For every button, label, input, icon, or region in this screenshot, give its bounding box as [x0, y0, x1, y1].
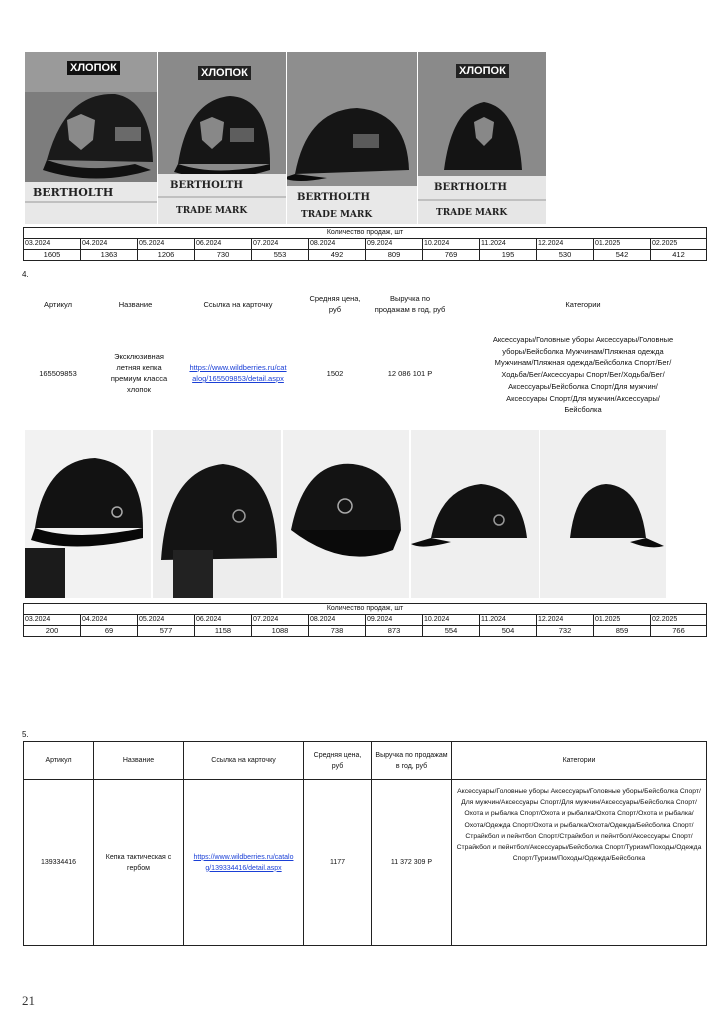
product-photo-2: [158, 52, 286, 224]
row-link-cell: [188, 343, 288, 403]
row-categories: Аксессуары/Головные уборы Аксессуары/Головные уборы/Бейсболка Мужчинам/Пляжная одежда Мужчинам/Пляжная одежда/Бейсболка Спорт/Бег/Ходьба/Бег/Аксессуары Спорт/Бег/Ходьба/Бег/Аксессуары/Бейсболка Спорт/Для мужчин/Аксессуары Спорт/Для мужчин/Аксессуары/Бейсболка: [492, 335, 674, 415]
row-categories-5: Аксессуары/Головные уборы Аксессуары/Головные уборы/Бейсболка Спорт/Для мужчин/Аксессуары Спорт/Для мужчин/Аксессуары/Бейсболка Спорт/Охота и рыбалка Спорт/Охота и рыбалка/Охота Спорт/Охота и рыбалка/Охота/Одежда Спорт/Охота и рыбалка/Охота/Одежда/Бейсболка Спорт/Страйкбол и пейнтбол Спорт/Страйкбол и пейнтбол/Аксессуары Спорт/Страйкбол и пейнтбол/Аксессуары/Бейсболка Спорт/Туризм/Походы/Одежда Спорт/Туризм/Походы/Одежда/Бейсболка: [452, 780, 707, 946]
month-cell: 02.2025: [651, 615, 707, 626]
row-revenue: 12 086 101 Р: [387, 368, 433, 378]
sales-value: 69: [81, 626, 138, 637]
header-name: Название: [118, 299, 153, 309]
sales-value: 412: [651, 250, 707, 261]
row-article: 165509853: [39, 368, 77, 378]
month-cell: 03.2024: [24, 615, 81, 626]
section-number-5: 5.: [22, 730, 29, 739]
month-cell: 12.2024: [537, 239, 594, 250]
sales-value: 809: [366, 250, 423, 261]
month-cell: 03.2024: [24, 239, 81, 250]
sales-value: 732: [537, 626, 594, 637]
header-article-5: Артикул: [24, 742, 94, 780]
header-link-5: Ссылка на карточку: [184, 742, 304, 780]
row-revenue-5: 11 372 309 Р: [372, 780, 452, 946]
header-link: Ссылка на карточку: [203, 299, 273, 309]
header-revenue: [373, 283, 447, 325]
sales-value: 195: [480, 250, 537, 261]
row-article-5: 139334416: [24, 780, 94, 946]
sales-value: 553: [252, 250, 309, 261]
sales-value: 542: [594, 250, 651, 261]
sales-value: 530: [537, 250, 594, 261]
month-cell: 09.2024: [366, 615, 423, 626]
brand-label-2: BERTHOLTH: [170, 180, 243, 191]
sales-value: 730: [195, 250, 252, 261]
product-photo-8: [411, 430, 539, 598]
page-number: 21: [22, 993, 35, 1008]
header-revenue-5: Выручка по продажам в год, руб: [372, 742, 452, 780]
product-photo-5: [25, 430, 151, 598]
month-cell: 02.2025: [651, 239, 707, 250]
product-photo-4: [418, 52, 546, 224]
month-cell: 06.2024: [195, 239, 252, 250]
material-label-2: ХЛОПОК: [198, 66, 251, 80]
month-cell: 05.2024: [138, 239, 195, 250]
header-categories-5: Категории: [452, 742, 707, 780]
material-label: ХЛОПОК: [70, 62, 117, 74]
sales-caption: Количество продаж, шт: [24, 604, 707, 615]
product-photo-7: [283, 430, 409, 598]
row-link-cell-5: [184, 780, 304, 946]
sales-value: 1206: [138, 250, 195, 261]
header-name-5: Название: [94, 742, 184, 780]
section-number-4: 4.: [22, 270, 29, 279]
sales-value: 1363: [81, 250, 138, 261]
month-cell: 10.2024: [423, 615, 480, 626]
material-label-4: ХЛОПОК: [456, 64, 509, 78]
brand-label-4: BERTHOLTH: [434, 182, 507, 193]
sales-value: 738: [309, 626, 366, 637]
sales-value: 766: [651, 626, 707, 637]
month-cell: 01.2025: [594, 239, 651, 250]
month-cell: 12.2024: [537, 615, 594, 626]
sales-value: 859: [594, 626, 651, 637]
sales-caption: Количество продаж, шт: [24, 228, 707, 239]
month-cell: 08.2024: [309, 615, 366, 626]
header-revenue-text: Выручка по продажам в год, руб: [374, 294, 446, 314]
header-avg-price-5: Средняя цена, руб: [304, 742, 372, 780]
sales-value: 873: [366, 626, 423, 637]
sales-value: 554: [423, 626, 480, 637]
product-photo-1: [25, 52, 157, 224]
sales-value: 577: [138, 626, 195, 637]
sales-value: 769: [423, 250, 480, 261]
header-avg-price: Средняя цена, руб: [309, 294, 361, 314]
month-cell: 11.2024: [480, 615, 537, 626]
month-cell: 11.2024: [480, 239, 537, 250]
month-cell: 10.2024: [423, 239, 480, 250]
sales-value: 504: [480, 626, 537, 637]
row-name-5: Кепка тактическая с гербом: [94, 780, 184, 946]
brand-label-3: BERTHOLTH: [297, 192, 370, 203]
month-cell: 07.2024: [252, 239, 309, 250]
info-table-4: [23, 283, 706, 428]
sales-value: 1158: [195, 626, 252, 637]
row-avg-price-5: 1177: [304, 780, 372, 946]
sales-value: 1605: [24, 250, 81, 261]
product-link-5[interactable]: https://www.wildberries.ru/catalog/139334416/detail.aspx: [193, 853, 294, 872]
sales-value: 200: [24, 626, 81, 637]
row-avg-price: 1502: [326, 368, 344, 378]
trademark-label-2: TRADE MARK: [176, 206, 248, 216]
product-photo-9: [540, 430, 666, 598]
month-cell: 05.2024: [138, 615, 195, 626]
header-categories: Категории: [565, 299, 601, 309]
row-name: Эксклюзивная летняя кепка премиум класса хлопок: [110, 352, 168, 394]
sales-table-4: [23, 603, 707, 637]
sales-value: 1088: [252, 626, 309, 637]
trademark-label-4: TRADE MARK: [436, 208, 508, 218]
brand-label: BERTHOLTH: [33, 186, 114, 199]
sales-value: 492: [309, 250, 366, 261]
month-cell: 04.2024: [81, 239, 138, 250]
month-cell: 01.2025: [594, 615, 651, 626]
trademark-label-3: TRADE MARK: [301, 210, 373, 220]
sales-table-3: [23, 227, 707, 261]
month-cell: 07.2024: [252, 615, 309, 626]
header-article: Артикул: [44, 299, 72, 309]
product-photo-3: [287, 52, 417, 224]
month-cell: 04.2024: [81, 615, 138, 626]
product-link[interactable]: https://www.wildberries.ru/catalog/165509853/detail.aspx: [189, 363, 287, 383]
month-cell: 09.2024: [366, 239, 423, 250]
month-cell: 08.2024: [309, 239, 366, 250]
product-photo-6: [153, 430, 281, 598]
month-cell: 06.2024: [195, 615, 252, 626]
info-table-5: [23, 741, 707, 946]
